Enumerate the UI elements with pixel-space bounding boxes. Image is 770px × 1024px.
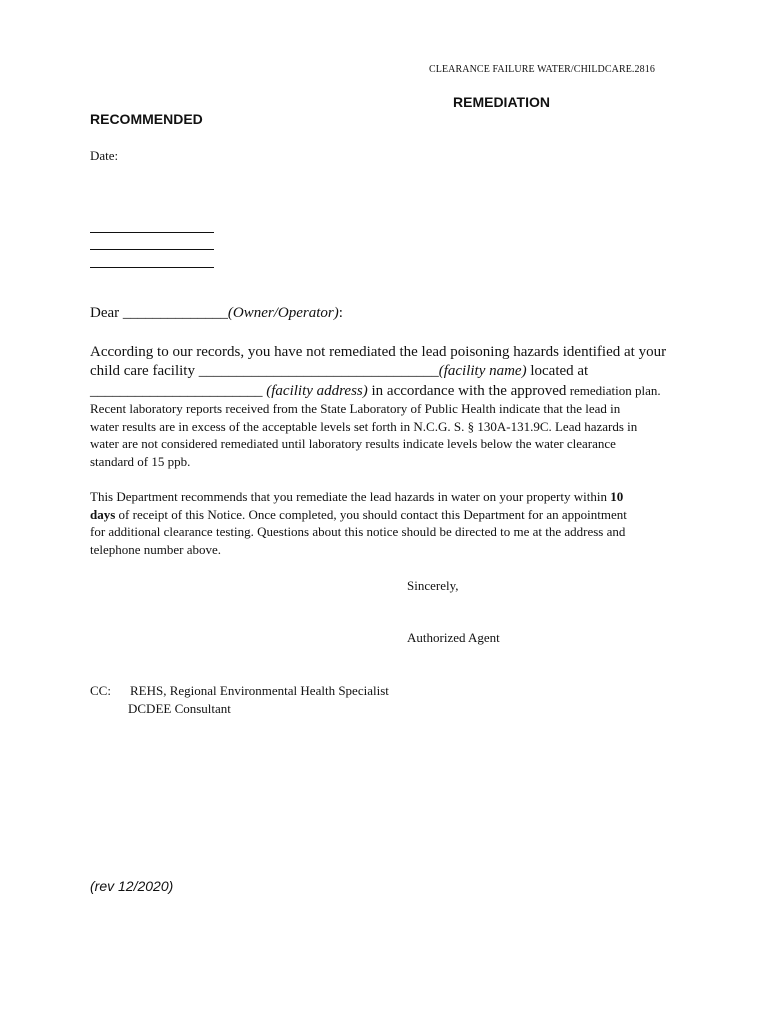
- date-label: Date:: [90, 148, 119, 163]
- revision-date: (rev 12/2020): [90, 878, 174, 894]
- located-at-text: located at: [526, 363, 589, 379]
- address-blank-line-3: [90, 267, 214, 268]
- cc-label: CC:: [90, 683, 111, 698]
- para1-line-5: water results are in excess of the acceptable levels set forth in N.C.G. S. § 130A-131.9C. Lead hazards in: [90, 418, 638, 434]
- facility-name-blank: child care facility ________________________________: [90, 363, 439, 379]
- address-blank-line-1: [90, 232, 214, 233]
- para2-line-3: for additional clearance testing. Questions about this notice should be directed to me at the address and: [90, 524, 626, 539]
- facility-address-blank: _______________________: [90, 383, 267, 399]
- paragraph-records: [90, 344, 690, 471]
- days-word: days: [90, 506, 116, 522]
- title-remediation: REMEDIATION: [453, 94, 550, 110]
- paragraph-recommendation: [90, 489, 690, 559]
- para2-line-1: [90, 489, 690, 507]
- closing-sincerely: Sincerely,: [407, 578, 459, 593]
- salutation-suffix: :: [338, 305, 343, 321]
- salutation: [90, 305, 343, 322]
- cc-line-2: DCDEE Consultant: [128, 701, 231, 716]
- facility-address-label: (facility address): [266, 383, 368, 399]
- cc-line-1: REHS, Regional Environmental Health Specialist: [130, 683, 389, 698]
- para1-line-1: According to our records, you have not remediated the lead poisoning hazards identified at your: [90, 344, 667, 360]
- para1-line-7: standard of 15 ppb.: [90, 453, 191, 469]
- salutation-role: (Owner/Operator): [227, 305, 339, 321]
- salutation-prefix: Dear ______________: [90, 305, 228, 321]
- remediation-plan-text: remediation plan.: [566, 383, 661, 398]
- para1-line-6: water are not considered remediated until laboratory results indicate levels below the water clearance: [90, 436, 616, 451]
- para2-line-2: [90, 507, 690, 525]
- para2-line-2-text: of receipt of this Notice. Once completed, you should contact this Department for an appointment: [115, 506, 627, 522]
- para1-line-4: Recent laboratory reports received from the State Laboratory of Public Health indicate that the lead in: [90, 401, 621, 416]
- accordance-text: in accordance with the approved: [367, 383, 567, 399]
- title-recommended: RECOMMENDED: [90, 111, 203, 127]
- days-number: 10: [610, 489, 624, 504]
- form-code: CLEARANCE FAILURE WATER/CHILDCARE.2816: [429, 64, 655, 75]
- para2-line-4: telephone number above.: [90, 541, 222, 557]
- para2-line-1-text: This Department recommends that you remediate the lead hazards in water on your property within: [90, 489, 611, 504]
- para1-line-3: [90, 382, 690, 401]
- para1-line-2: [90, 363, 690, 382]
- signature-authorized-agent: Authorized Agent: [407, 630, 500, 645]
- facility-name-label: (facility name): [438, 363, 527, 379]
- address-blank-line-2: [90, 249, 214, 250]
